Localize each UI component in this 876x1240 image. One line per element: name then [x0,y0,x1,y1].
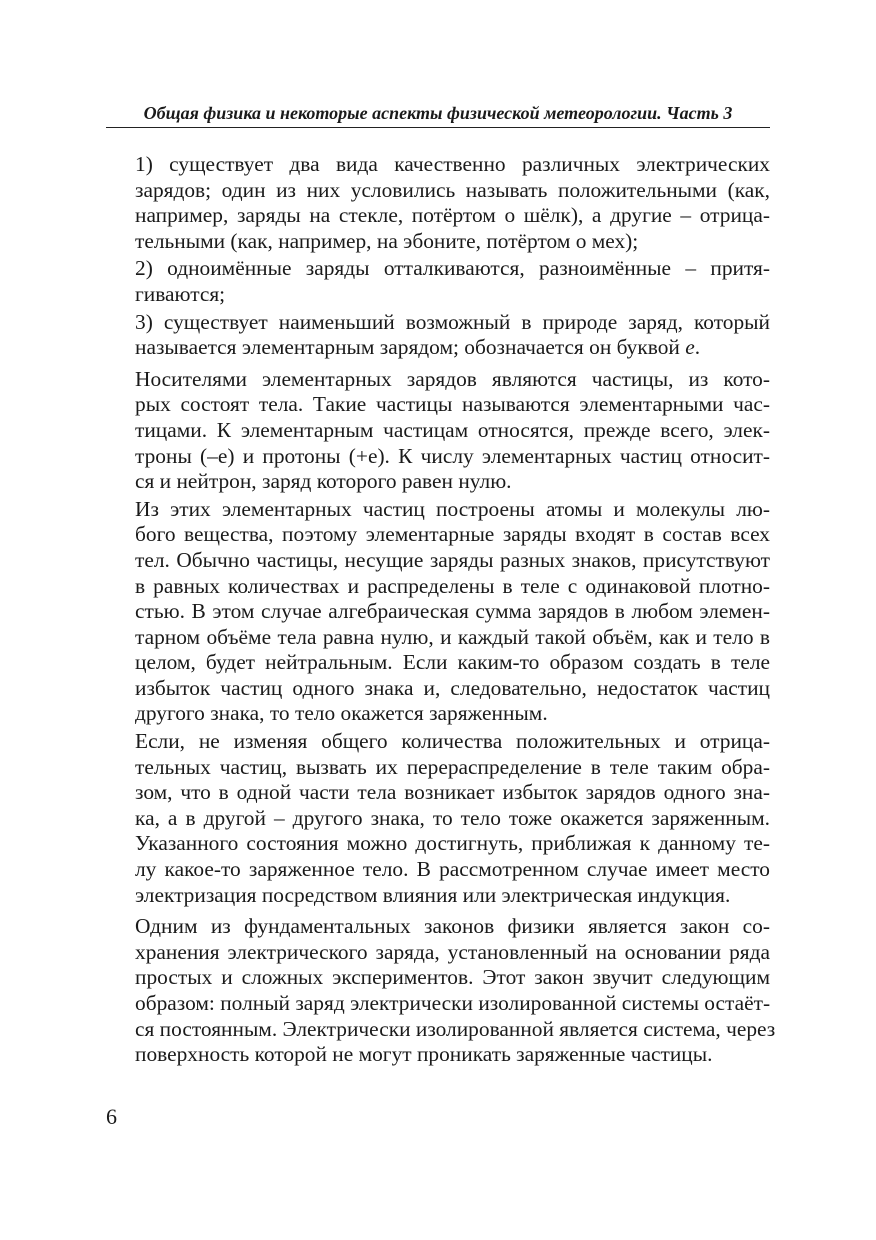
text-line: электризация посредством влияния или электрическая индукция. [135,882,731,907]
paragraph-4 [106,367,770,495]
paragraph-7 [106,914,776,1068]
header-divider [106,127,770,128]
text-line: лу какое-то заряженное тело. В рассмотренном случае имеет место [135,857,770,882]
text-line: например, заряды на стекле, потёртом о шёлк), а другие – отрица- [135,203,770,228]
text-line: ка, а в другой – другого знака, то тело тоже окажется заряженным. [135,805,770,830]
text-line: избыток частиц одного знака и, следовательно, недостаток частиц [135,675,770,700]
text-line: Одним из фундаментальных законов физики является закон со- [135,914,770,939]
text-line: Носителями элементарных зарядов являются частицы, из кото- [135,366,770,391]
text-line: хранения электрического заряда, установленный на основании ряда [135,939,770,964]
paragraph-5 [106,497,770,727]
text-fragment: . [694,335,701,360]
text-line: простых и сложных экспериментов. Этот закон звучит следующим [135,965,770,990]
page-number: 6 [106,1104,117,1129]
body-text [106,152,776,1068]
text-line: 1) существует два вида качественно различных электрических [135,152,770,176]
text-line: Указанного состояния можно достигнуть, приближая к данному те- [135,831,770,856]
text-line: тарном объёме тела равна нулю, и каждый такой объём, как и тело в [135,624,770,649]
charge-symbol: e [685,335,695,360]
text-line: Из этих элементарных частиц построены атомы и молекулы лю- [135,496,770,521]
text-line: тельными (как, например, на эбоните, потёртом о мех); [135,228,639,253]
text-line: другого знака, то тело окажется заряженным. [135,701,548,726]
text-line: Если, не изменяя общего количества положительных и отрица- [135,729,770,754]
text-line: целом, будет нейтральным. Если каким-то образом создать в теле [135,650,770,675]
running-header: Общая физика и некоторые аспекты физической метеорологии. Часть 3 [143,103,733,123]
text-line: ся и нейтрон, заряд которого равен нулю. [135,469,512,494]
paragraph-6 [106,729,770,908]
paragraph-1 [106,152,770,254]
text-line: стью. В этом случае алгебраическая сумма зарядов в любом элемен- [135,599,770,624]
text-line: 2) одноимённые заряды отталкиваются, разноимённые – притя- [135,256,770,281]
paragraph-3 [106,310,770,361]
text-line: зарядов; один из них условились называть положительными (как, [135,177,770,202]
text-line-with-symbol [106,335,770,361]
paragraph-2 [106,256,770,307]
text-line: рых состоят тела. Такие частицы называются элементарными час- [135,392,770,417]
text-line: тицами. К элементарным частицам относятся, прежде всего, элек- [135,417,770,442]
text-line: поверхность которой не могут проникать заряженные частицы. [135,1042,713,1067]
text-line: 3) существует наименьший возможный в природе заряд, который [135,309,770,334]
text-line: в равных количествах и распределены в теле с одинаковой плотно- [135,573,770,598]
text-line: тельных частиц, вызвать их перераспределение в теле таким обра- [135,754,770,779]
text-line: образом: полный заряд электрически изолированной системы остаёт- [135,991,771,1015]
text-line: тел. Обычно частицы, несущие заряды разных знаков, присутствуют [135,547,770,572]
text-fragment: называется элементарным зарядом; обозначается он буквой [135,335,686,360]
text-line: зом, что в одной части тела возникает избыток зарядов одного зна- [135,780,770,805]
text-line: бого вещества, поэтому элементарные заряды входят в состав всех [135,522,770,547]
text-line: троны (–е) и протоны (+е). К числу элементарных частиц относит- [135,443,770,468]
text-line: ся постоянным. Электрически изолированной является система, через [135,1016,776,1041]
text-line: гиваются; [135,281,226,306]
